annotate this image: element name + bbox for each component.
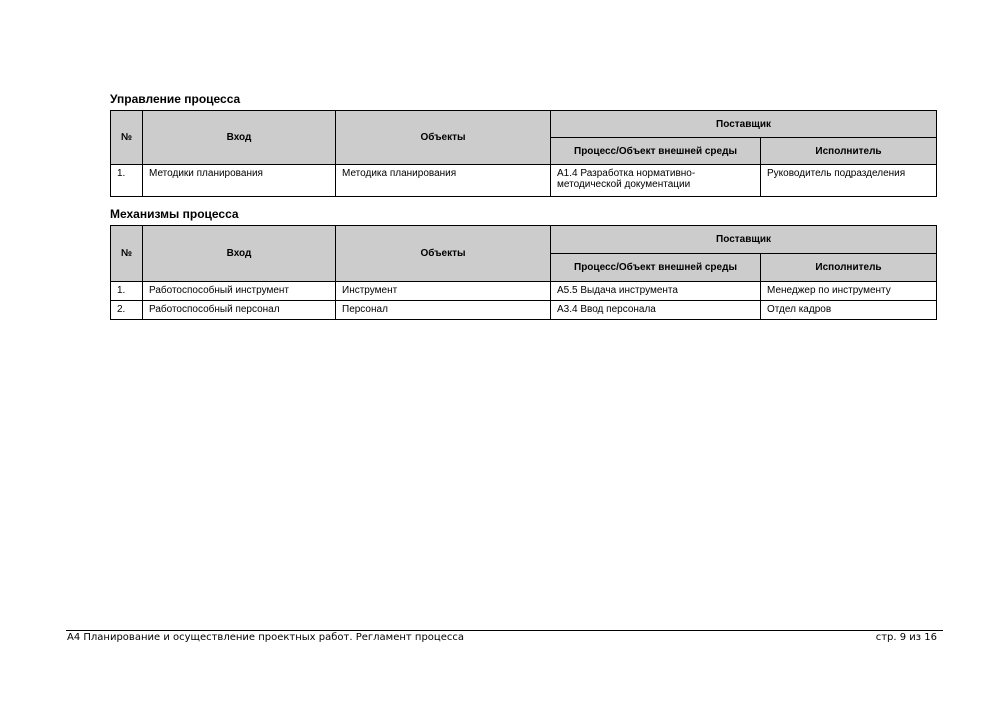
header-process: Процесс/Объект внешней среды xyxy=(551,254,761,282)
header-objects: Объекты xyxy=(336,226,551,282)
header-executor: Исполнитель xyxy=(761,138,937,165)
cell-process: А5.5 Выдача инструмента xyxy=(551,282,761,301)
cell-num: 1. xyxy=(111,282,143,301)
cell-num: 1. xyxy=(111,165,143,197)
cell-executor: Менеджер по инструменту xyxy=(761,282,937,301)
cell-input: Методики планирования xyxy=(143,165,336,197)
header-objects: Объекты xyxy=(336,111,551,165)
footer-page-number: стр. 9 из 16 xyxy=(875,632,937,643)
header-num: № xyxy=(111,111,143,165)
header-input: Вход xyxy=(143,226,336,282)
footer-document-title: А4 Планирование и осуществление проектных работ. Регламент процесса xyxy=(67,632,465,643)
cell-input: Работоспособный персонал xyxy=(143,301,336,320)
table-row xyxy=(111,165,937,197)
cell-process-line2: методической документации xyxy=(557,179,691,190)
header-executor: Исполнитель xyxy=(761,254,937,282)
cell-objects: Персонал xyxy=(336,301,551,320)
header-num: № xyxy=(111,226,143,282)
cell-process-line1: А1.4 Разработка нормативно- xyxy=(557,168,696,179)
table-row xyxy=(111,282,937,301)
cell-process xyxy=(551,165,761,197)
cell-num: 2. xyxy=(111,301,143,320)
cell-executor: Отдел кадров xyxy=(761,301,937,320)
footer-divider xyxy=(66,630,943,631)
cell-input: Работоспособный инструмент xyxy=(143,282,336,301)
section-title-mechanisms: Механизмы процесса xyxy=(110,207,239,221)
section-title-control: Управление процесса xyxy=(110,92,241,106)
cell-objects: Инструмент xyxy=(336,282,551,301)
header-process: Процесс/Объект внешней среды xyxy=(551,138,761,165)
control-table xyxy=(110,110,937,197)
header-supplier: Поставщик xyxy=(551,226,937,254)
mechanisms-table xyxy=(110,225,937,320)
cell-objects: Методика планирования xyxy=(336,165,551,197)
cell-executor: Руководитель подразделения xyxy=(761,165,937,197)
cell-process: А3.4 Ввод персонала xyxy=(551,301,761,320)
header-input: Вход xyxy=(143,111,336,165)
header-supplier: Поставщик xyxy=(551,111,937,138)
table-row xyxy=(111,301,937,320)
